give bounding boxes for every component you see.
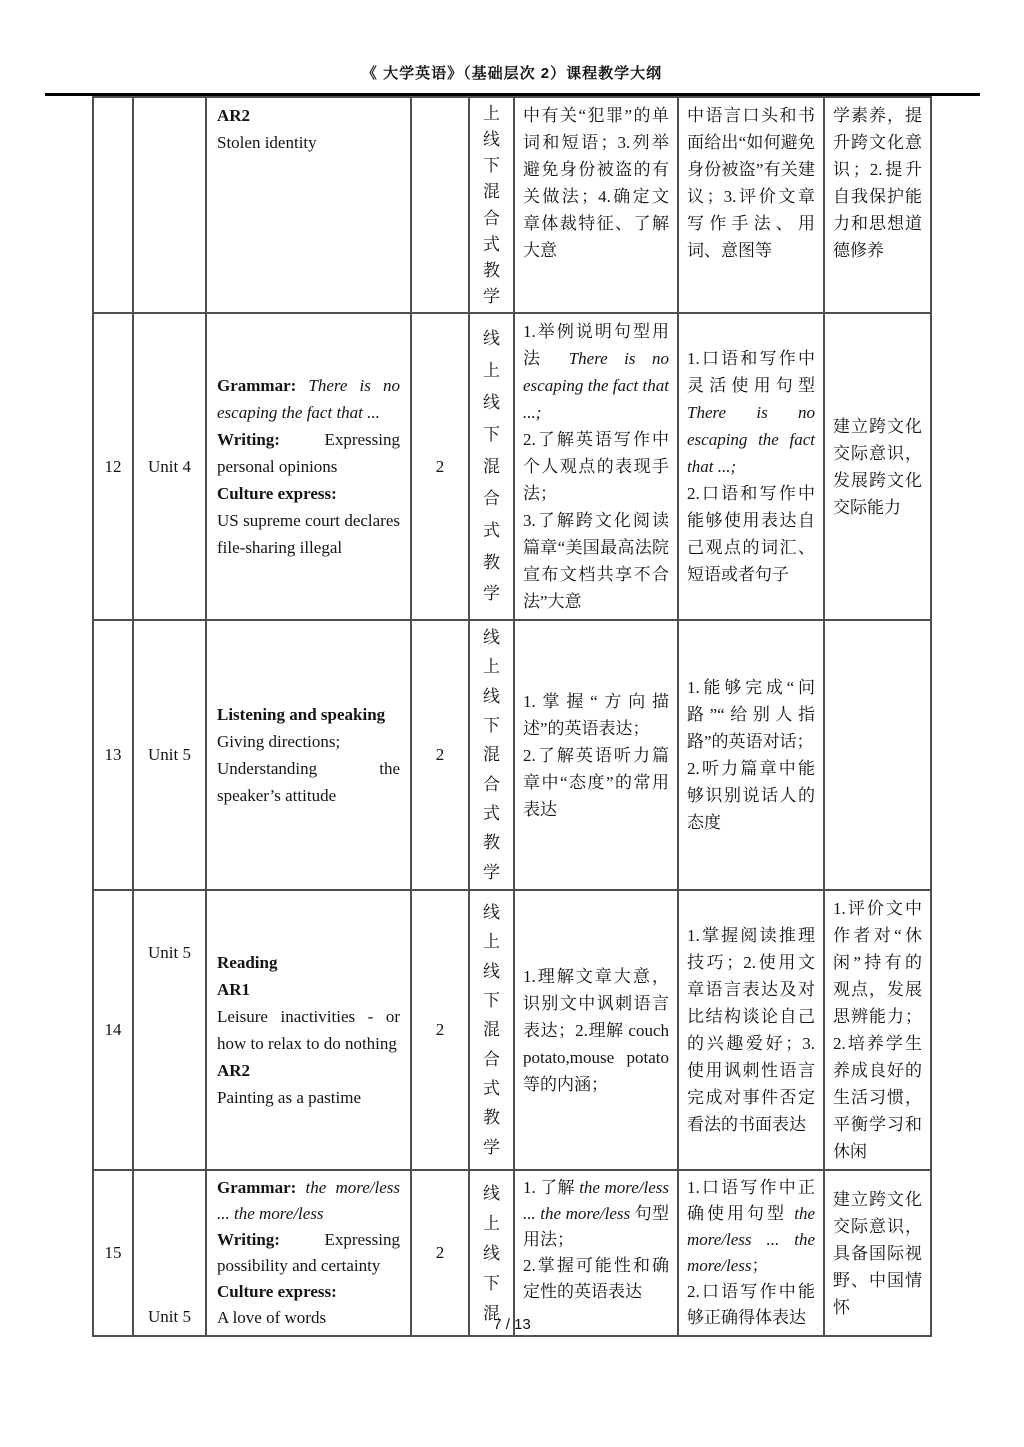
teaching-mode-vertical-text: 线 上 线 下 混 合 式 教 学 [483,628,500,882]
teaching-mode-cell [469,313,514,620]
content-cell: Reading AR1 Leisure inactivities - or how to relax to do nothing AR2 Painting as a pastime [206,890,411,1170]
row-number-cell [93,97,133,313]
hours-cell: 2 [411,620,469,890]
hours-cell: 2 [411,1170,469,1336]
unit-cell: Unit 5 [133,620,206,890]
competency-cell: 建立跨文化交际意识，具备国际视野、中国情怀 [824,1170,931,1336]
syllabus-table [92,96,932,1337]
hours-cell [411,97,469,313]
teaching-mode-vertical-text: 线 上 线 下 混 [483,1183,500,1323]
objective1-cell: 中有关“犯罪”的单词和短语；3.列举避免身份被盗的有关做法；4.确定文章体裁特征、了解大意 [514,97,678,313]
competency-cell: 1.评价文中作者对“休闲”持有的观点，发展思辨能力；2.培养学生养成良好的生活习惯，平衡学习和休闲 [824,890,931,1170]
table-row [93,97,931,313]
teaching-mode-vertical-text: 线 上 线 下 混 合 式 教 学 [483,903,500,1157]
objective2-cell: 中语言口头和书面给出“如何避免身份被盗”有关建议；3.评价文章写作手法、用词、意图等 [678,97,824,313]
objective2-cell: 1.口语和写作中灵活使用句型 There is no escaping the fact that ...; 2.口语和写作中能够使用表达自己观点的词汇、短语或者句子 [678,313,824,620]
table-row [93,620,931,890]
competency-cell [824,620,931,890]
content-cell: Grammar: There is no escaping the fact that ... Writing: Expressing personal opinions Culture express: US supreme court declares file-sharing illegal [206,313,411,620]
doc-header-title: 《 大学英语》（基础层次 2）课程教学大纲 [361,65,663,82]
hours-cell: 2 [411,890,469,1170]
row-number-cell: 13 [93,620,133,890]
objective2-cell: 1.能够完成“问路”“给别人指路”的英语对话； 2.听力篇章中能够识别说话人的态度 [678,620,824,890]
unit-cell [133,97,206,313]
teaching-mode-vertical-text: 上 线 下 混 合 式 教 学 [483,103,500,307]
row-number-cell: 12 [93,313,133,620]
competency-cell: 学素养，提升跨文化意识；2.提升自我保护能力和思想道德修养 [824,97,931,313]
row-number-cell: 15 [93,1170,133,1336]
teaching-mode-cell [469,890,514,1170]
page-number: 7 / 13 [493,1316,531,1333]
teaching-mode-cell [469,1170,514,1336]
table-row [93,1170,931,1336]
teaching-mode-cell [469,97,514,313]
objective1-cell: 1. 了解 the more/less ... the more/less 句型用法； 2.掌握可能性和确定性的英语表达 [514,1170,678,1336]
unit-cell: Unit 4 [133,313,206,620]
content-cell: Listening and speaking Giving directions; Understanding the speaker’s attitude [206,620,411,890]
competency-cell: 建立跨文化交际意识，发展跨文化交际能力 [824,313,931,620]
teaching-mode-cell [469,620,514,890]
unit-cell: Unit 5 [133,1170,206,1336]
unit-cell: Unit 5 [133,890,206,1170]
content-cell: AR2 Stolen identity [206,97,411,313]
teaching-mode-vertical-text: 线 上 线 下 混 合 式 教 学 [483,329,500,604]
table-row [93,890,931,1170]
objective1-cell: 1.举例说明句型用法 There is no escaping the fact that ...; 2.了解英语写作中个人观点的表现手法； 3.了解跨文化阅读篇章“美国最高法院宣布文档共享不合法”大意 [514,313,678,620]
content-cell: Grammar: the more/less ... the more/less Writing: Expressing possibility and certainty Culture express: A love of words [206,1170,411,1336]
row-number-cell: 14 [93,890,133,1170]
hours-cell: 2 [411,313,469,620]
objective2-cell: 1.掌握阅读推理技巧；2.使用文章语言表达及对比结构谈论自己的兴趣爱好；3. 使用讽刺性语言完成对事件否定看法的书面表达 [678,890,824,1170]
objective2-cell: 1.口语写作中正确使用句型 the more/less ... the more/less； 2.口语写作中能够正确得体表达 [678,1170,824,1336]
table-row [93,313,931,620]
objective1-cell: 1.掌握“方向描述”的英语表达； 2.了解英语听力篇章中“态度”的常用表达 [514,620,678,890]
objective1-cell: 1.理解文章大意，识别文中讽刺语言表达；2.理解 couch potato,mouse potato 等的内涵； [514,890,678,1170]
